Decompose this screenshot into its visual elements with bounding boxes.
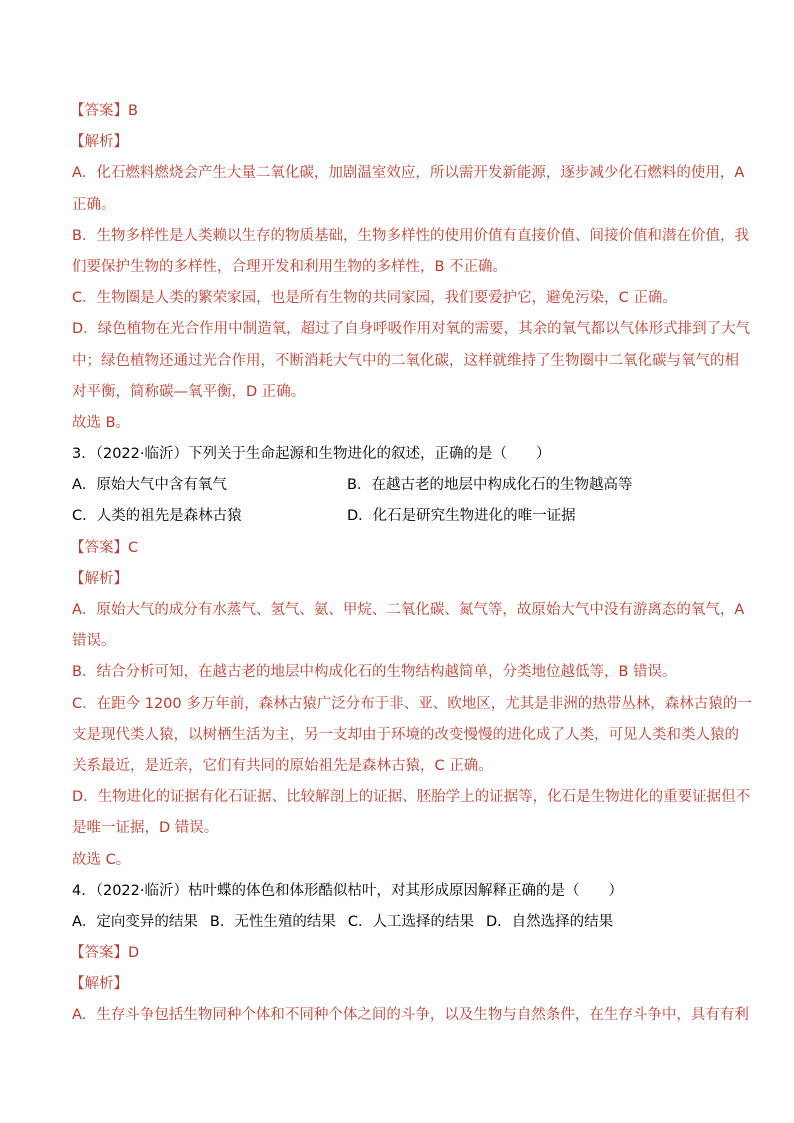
q3-answer-tag: 【答案】 xyxy=(70,539,128,556)
q3-option-d: D．化石是研究生物进化的唯一证据 xyxy=(347,508,576,525)
q4-stem: 4．（2022·临沂）枯叶蝶的体色和体形酷似枯叶，对其形成原因解释正确的是（ ） xyxy=(72,882,623,899)
q3-conclusion: 故选 C。 xyxy=(72,851,131,868)
q3-analysis-line: 是唯一证据，D 错误。 xyxy=(72,820,219,837)
q2-analysis-line: 对平衡，简称碳—氧平衡，D 正确。 xyxy=(72,383,306,400)
q2-analysis-line: 中；绿色植物还通过光合作用，不断消耗大气中的二氧化碳，这样就维持了生物圈中二氧化碳与氧气的相 xyxy=(72,352,739,369)
q2-answer-tag: 【答案】 xyxy=(70,103,128,119)
q3-stem: 3．（2022·临沂）下列关于生命起源和生物进化的叙述，正确的是（ ） xyxy=(72,446,551,463)
q3-option-a: A．原始大气中含有氧气 xyxy=(72,477,227,494)
q4-answer-tag: 【答案】 xyxy=(70,945,128,962)
q3-analysis-line: 支是现代类人猿，以树栖生活为主，另一支却由于环境的改变慢慢的进化成了人类，可见人类和类人猿的 xyxy=(72,726,739,743)
q2-analysis-line: 正确。 xyxy=(72,196,116,213)
q3-analysis-tag-line xyxy=(72,564,727,595)
q2-answer-value: B xyxy=(128,103,138,119)
q3-answer-line xyxy=(72,533,727,564)
q2-analysis-line: B．生物多样性是人类赖以生存的物质基础，生物多样性的使用价值有直接价值、间接价值和潜在价值，我 xyxy=(72,227,749,244)
q4-analysis-tag-line xyxy=(72,969,727,1000)
q2-analysis-line: 们要保护生物的多样性，合理开发和利用生物的多样性，B 不正确。 xyxy=(72,258,508,275)
q3-analysis-line: B．结合分析可知，在越古老的地层中构成化石的生物结构越简单，分类地位越低等，B 错误。 xyxy=(72,664,677,681)
q3-analysis-line: C．在距今 1200 多万年前，森林古猿广泛分布于非、亚、欧地区，尤其是非洲的热带丛林，森林古猿的一 xyxy=(72,695,752,712)
q2-answer-line xyxy=(72,96,727,127)
q4-answer-line xyxy=(72,938,727,969)
q4-option-b: B．无性生殖的结果 xyxy=(209,913,336,930)
q4-option-d: D．自然选择的结果 xyxy=(486,913,614,930)
q3-option-c: C．人类的祖先是森林古猿 xyxy=(72,508,242,525)
q3-answer-value: C xyxy=(128,539,139,556)
q4-answer-value: D xyxy=(128,945,140,962)
q2-analysis-line: A．化石燃料燃烧会产生大量二氧化碳，加剧温室效应，所以需开发新能源，逐步减少化石燃料的使用，A xyxy=(72,165,745,182)
q3-option-b: B．在越古老的地层中构成化石的生物越高等 xyxy=(347,477,633,494)
q4-option-c: C．人工选择的结果 xyxy=(347,913,474,930)
q2-conclusion: 故选 B。 xyxy=(72,414,131,431)
q3-options-row-1 xyxy=(72,470,727,501)
q2-analysis-line: D．绿色植物在光合作用中制造氧，超过了自身呼吸作用对氧的需要，其余的氧气都以气体形式排到了大气 xyxy=(72,321,751,338)
q4-option-a: A．定向变异的结果 xyxy=(72,913,198,930)
q3-analysis-line: A．原始大气的成分有水蒸气、氢气、氨、甲烷、二氧化碳、氮气等，故原始大气中没有游离态的氧气，A xyxy=(72,602,745,618)
q3-analysis-tag: 【解析】 xyxy=(70,570,128,587)
q3-analysis-line: 关系最近，是近亲，它们有共同的原始祖先是森林古猿，C 正确。 xyxy=(72,757,493,774)
q2-analysis-tag-line xyxy=(72,127,727,158)
q3-analysis-line: D．生物进化的证据有化石证据、比较解剖上的证据、胚胎学上的证据等，化石是生物进化的重要证据但不 xyxy=(72,789,751,806)
q3-options-row-2 xyxy=(72,501,727,532)
q4-options-row xyxy=(72,907,727,938)
q4-analysis-line: A．生存斗争包括生物同种个体和不同种个体之间的斗争，以及生物与自然条件，在生存斗争中，具有有利 xyxy=(72,1007,749,1024)
q3-analysis-line: 错误。 xyxy=(72,633,116,650)
document-page xyxy=(70,96,752,1032)
q2-analysis-line: C．生物圈是人类的繁荣家园，也是所有生物的共同家园，我们要爱护它，避免污染，C 正确。 xyxy=(72,290,677,307)
q2-analysis-tag: 【解析】 xyxy=(70,134,128,151)
q4-analysis-tag: 【解析】 xyxy=(70,976,128,993)
